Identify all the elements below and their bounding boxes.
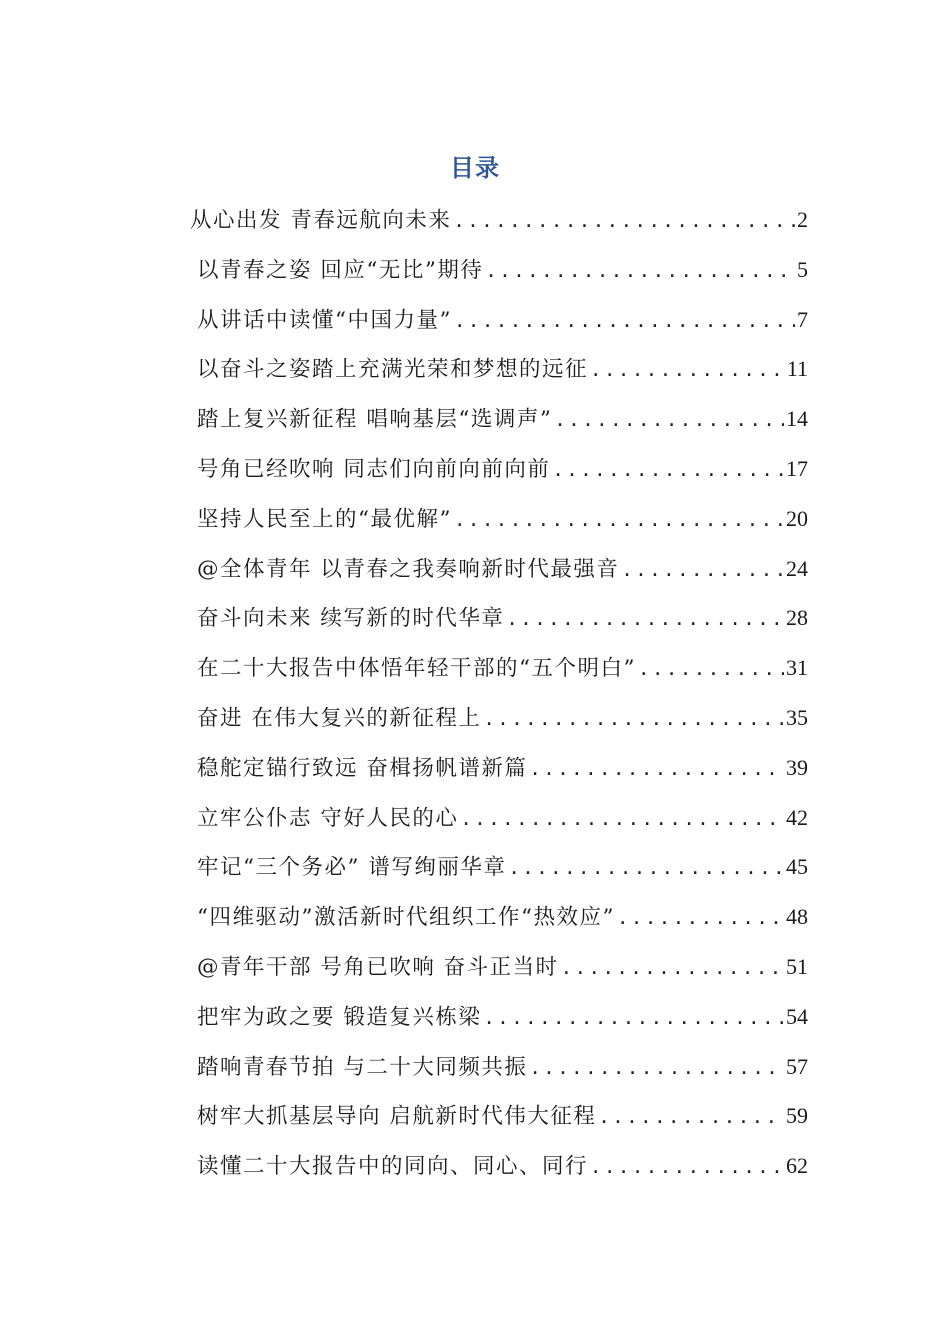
toc-title: 目录 [450, 153, 500, 182]
toc-entry[interactable] [190, 197, 808, 247]
toc-dot-leader [460, 796, 784, 842]
toc-dot-leader [638, 646, 784, 692]
toc-entry-title: 踏响青春节拍 与二十大同频共振 [197, 1054, 528, 1080]
toc-page-number: 35 [786, 704, 808, 730]
toc-dot-leader [529, 746, 784, 792]
toc-entry-title: 以青春之姿 回应“无比”期待 [197, 257, 484, 283]
toc-page-number: 5 [797, 256, 808, 282]
toc-page-number: 57 [786, 1053, 808, 1079]
toc-page-number: 2 [797, 207, 808, 232]
toc-entry[interactable] [190, 894, 808, 944]
toc-entry[interactable] [190, 844, 808, 894]
toc-entry-title: 以奋斗之姿踏上充满光荣和梦想的远征 [197, 357, 589, 383]
toc-entry[interactable] [190, 1044, 808, 1094]
toc-entry-title: 树牢大抓基层导向 启航新时代伟大征程 [197, 1104, 597, 1130]
toc-dot-leader [617, 895, 784, 941]
toc-entry-title: 稳舵定锚行致远 奋楫扬帆谱新篇 [197, 755, 528, 781]
toc-page-number: 31 [786, 655, 808, 681]
toc-dot-leader [621, 547, 784, 593]
toc-entry[interactable] [190, 396, 808, 446]
toc-dot-leader [590, 347, 785, 393]
toc-entry[interactable] [190, 994, 808, 1044]
toc-page-number: 51 [786, 953, 808, 979]
toc-entry[interactable] [190, 247, 808, 297]
toc-entry[interactable] [190, 1143, 808, 1193]
toc-dot-leader [529, 1045, 784, 1091]
toc-page-number: 11 [786, 356, 808, 382]
toc-dot-leader [483, 696, 784, 742]
toc-page-number: 17 [786, 455, 808, 481]
toc-entry-title: 踏上复兴新征程 唱响基层“选调声” [197, 407, 553, 433]
toc-entry[interactable] [190, 695, 808, 745]
toc-entry[interactable] [190, 346, 808, 396]
toc-entry-title: 从心出发 青春远航向未来 [190, 208, 452, 233]
toc-dot-leader [561, 945, 784, 991]
toc-page-number: 14 [786, 406, 808, 432]
toc-entry[interactable] [190, 795, 808, 845]
toc-entry-title: 坚持人民至上的“最优解” [197, 506, 452, 532]
toc-page-number: 42 [786, 804, 808, 830]
toc-entry[interactable] [190, 745, 808, 795]
toc-entry[interactable] [190, 297, 808, 347]
toc-page-number: 48 [786, 904, 808, 930]
toc-dot-leader [590, 1144, 784, 1190]
toc-page-number: 24 [786, 555, 808, 581]
toc-dot-leader [598, 1094, 784, 1140]
toc-entry[interactable] [190, 645, 808, 695]
toc-page-number: 39 [786, 754, 808, 780]
table-of-contents [190, 197, 808, 1193]
toc-entry-title: 把牢为政之要 锻造复兴栋梁 [197, 1004, 482, 1030]
toc-dot-leader [554, 397, 784, 443]
toc-entry-title: 从讲话中读懂“中国力量” [197, 307, 452, 333]
toc-entry[interactable] [190, 446, 808, 496]
toc-page-number: 59 [786, 1103, 808, 1129]
toc-page-number: 45 [786, 854, 808, 880]
toc-entry-title: 立牢公仆志 守好人民的心 [197, 805, 459, 831]
toc-entry-title: 在二十大报告中体悟年轻干部的“五个明白” [197, 656, 636, 682]
toc-dot-leader [552, 447, 784, 493]
toc-entry-title: 奋进 在伟大复兴的新征程上 [197, 705, 482, 731]
toc-entry-title: 读懂二十大报告中的同向、同心、同行 [197, 1154, 589, 1180]
toc-page-number: 20 [786, 505, 808, 531]
toc-dot-leader [508, 845, 784, 891]
toc-entry-title: 牢记“三个务必” 谱写绚丽华章 [197, 855, 507, 881]
toc-entry[interactable] [190, 595, 808, 645]
toc-dot-leader [483, 995, 784, 1041]
toc-dot-leader [485, 248, 795, 294]
toc-page-number: 7 [797, 306, 808, 332]
toc-entry-title: @全体青年 以青春之我奏响新时代最强音 [197, 556, 620, 582]
toc-entry-title: 奋斗向未来 续写新的时代华章 [197, 606, 505, 632]
toc-entry[interactable] [190, 944, 808, 994]
toc-page-number: 28 [786, 605, 808, 631]
toc-page-number: 54 [786, 1003, 808, 1029]
toc-entry-title: @青年干部 号角已吹响 奋斗正当时 [197, 954, 559, 980]
toc-entry-title: “四维驱动”激活新时代组织工作“热效应” [197, 905, 615, 931]
toc-page-number: 62 [786, 1153, 808, 1179]
toc-dot-leader [454, 497, 784, 543]
toc-entry[interactable] [190, 496, 808, 546]
toc-dot-leader [454, 298, 795, 344]
toc-dot-leader [506, 596, 784, 642]
toc-entry-title: 号角已经吹响 同志们向前向前向前 [197, 456, 551, 482]
toc-dot-leader [453, 198, 795, 244]
toc-entry[interactable] [190, 546, 808, 596]
toc-entry[interactable] [190, 1093, 808, 1143]
